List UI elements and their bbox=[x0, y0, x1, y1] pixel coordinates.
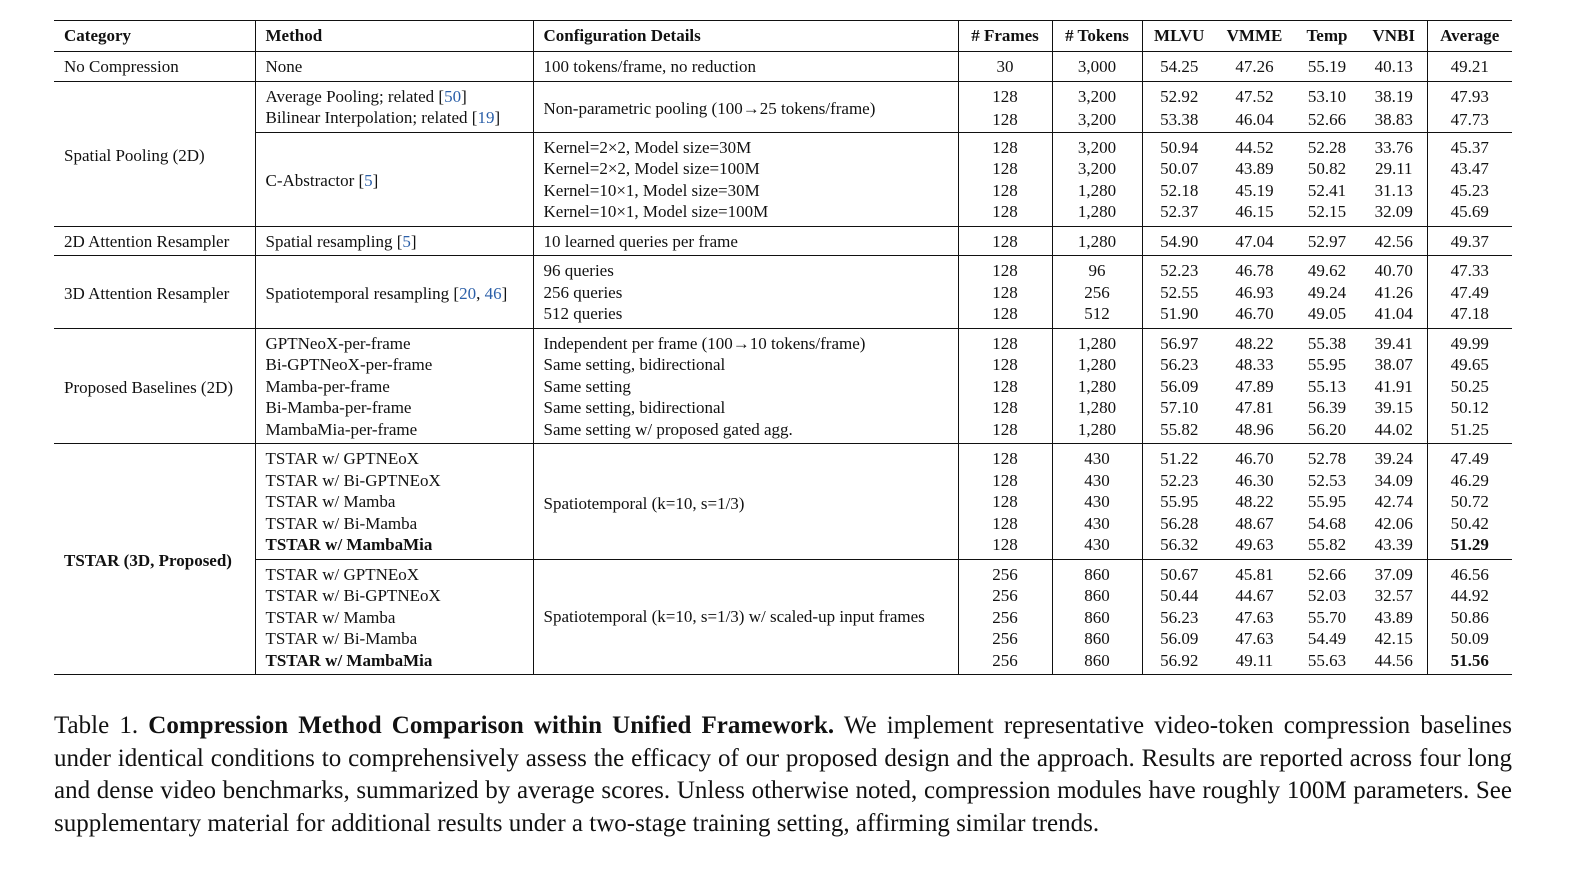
method-text: Spatiotemporal resampling [ bbox=[265, 284, 460, 303]
method-text-end: ] bbox=[494, 108, 501, 127]
vmme-cell: 48.33 bbox=[1235, 355, 1274, 374]
frames-cell: 128 bbox=[958, 158, 1052, 180]
mlvu-cell: 56.28 bbox=[1160, 513, 1199, 533]
group-2d-attention-resampler bbox=[54, 226, 1512, 256]
frames-cell: 128 bbox=[958, 81, 1052, 107]
method-cell: TSTAR w/ GPTNEoX bbox=[255, 444, 533, 470]
config-cell: Same setting, bidirectional bbox=[533, 354, 958, 376]
frames-cell: 128 bbox=[958, 444, 1052, 470]
citation-link[interactable]: 19 bbox=[477, 108, 495, 127]
average-cell: 49.99 bbox=[1450, 333, 1489, 353]
frames-cell: 128 bbox=[958, 107, 1052, 132]
average-cell: 49.65 bbox=[1450, 355, 1489, 374]
mlvu-cell: 56.32 bbox=[1160, 535, 1199, 554]
header-mlvu: MLVU bbox=[1142, 21, 1216, 52]
vnbi-cell: 29.11 bbox=[1361, 158, 1427, 180]
temp-cell: 49.05 bbox=[1307, 304, 1347, 323]
frames-cell: 256 bbox=[958, 559, 1052, 585]
table-row bbox=[54, 132, 1512, 158]
config-cell: 256 queries bbox=[533, 282, 958, 304]
config-cell: Kernel=10×1, Model size=100M bbox=[533, 201, 958, 226]
header-vnbi: VNBI bbox=[1361, 21, 1427, 52]
group-3d-attention-resampler bbox=[54, 256, 1512, 329]
method-cell: MambaMia-per-frame bbox=[255, 419, 533, 444]
frames-cell: 128 bbox=[958, 132, 1052, 158]
vmme-cell: 47.52 bbox=[1235, 86, 1274, 106]
method-text-end: ] bbox=[501, 284, 508, 303]
tokens-cell: 430 bbox=[1052, 491, 1142, 513]
mlvu-cell: 53.38 bbox=[1160, 109, 1199, 129]
vmme-cell: 45.81 bbox=[1216, 559, 1293, 585]
frames-cell: 256 bbox=[958, 585, 1052, 607]
header-method: Method bbox=[255, 21, 533, 52]
mlvu-cell: 52.23 bbox=[1160, 261, 1199, 280]
vnbi-cell: 39.41 bbox=[1361, 328, 1427, 354]
frames-cell: 128 bbox=[958, 491, 1052, 513]
vmme-cell: 44.52 bbox=[1216, 132, 1293, 158]
table-row bbox=[54, 81, 1512, 107]
category-cell: TSTAR (3D, Proposed) bbox=[54, 444, 255, 675]
method-cell: TSTAR w/ MambaMia bbox=[255, 650, 533, 675]
temp-cell: 55.82 bbox=[1307, 535, 1347, 554]
mlvu-cell: 55.82 bbox=[1160, 419, 1199, 439]
average-cell: 47.49 bbox=[1450, 449, 1489, 468]
average-cell: 50.72 bbox=[1450, 492, 1489, 511]
caption-title: Compression Method Comparison within Unified Framework. bbox=[148, 712, 835, 739]
average-cell: 50.25 bbox=[1450, 376, 1489, 396]
method-cell bbox=[255, 81, 533, 107]
temp-cell: 52.41 bbox=[1307, 180, 1347, 200]
config-cell: Same setting w/ proposed gated agg. bbox=[533, 419, 958, 444]
average-cell: 47.93 bbox=[1450, 86, 1489, 106]
vmme-cell: 47.04 bbox=[1235, 231, 1274, 251]
results-table-container bbox=[54, 20, 1512, 675]
tokens-cell: 3,200 bbox=[1052, 132, 1142, 158]
vnbi-cell: 38.19 bbox=[1361, 81, 1427, 107]
group-tstar bbox=[54, 444, 1512, 675]
header-average: Average bbox=[1427, 21, 1512, 52]
average-cell: 45.37 bbox=[1427, 132, 1512, 158]
vmme-cell: 46.04 bbox=[1235, 109, 1274, 129]
method-cell: Bi-Mamba-per-frame bbox=[255, 397, 533, 419]
temp-cell: 55.13 bbox=[1307, 376, 1347, 396]
mlvu-cell: 57.10 bbox=[1160, 398, 1199, 417]
mlvu-cell: 54.25 bbox=[1160, 57, 1199, 76]
method-text-end: ] bbox=[372, 171, 379, 191]
vmme-cell: 48.22 bbox=[1235, 333, 1274, 353]
average-cell: 45.69 bbox=[1450, 202, 1489, 221]
method-cell bbox=[255, 132, 533, 226]
vnbi-cell: 40.13 bbox=[1361, 52, 1427, 82]
average-cell: 51.56 bbox=[1450, 650, 1489, 670]
mlvu-cell: 50.44 bbox=[1160, 586, 1199, 605]
citation-link[interactable]: 5 bbox=[402, 231, 411, 251]
header-category: Category bbox=[54, 21, 255, 52]
frames-cell: 128 bbox=[958, 226, 1052, 256]
frames-cell: 256 bbox=[958, 607, 1052, 629]
vmme-cell: 47.81 bbox=[1235, 398, 1274, 417]
vnbi-cell: 43.39 bbox=[1361, 534, 1427, 559]
vmme-cell: 46.93 bbox=[1235, 282, 1274, 302]
category-cell: 3D Attention Resampler bbox=[54, 256, 255, 329]
method-cell: TSTAR w/ GPTNEoX bbox=[255, 559, 533, 585]
caption-label: Table 1. bbox=[54, 712, 139, 739]
table-row bbox=[54, 376, 1512, 398]
results-table bbox=[54, 20, 1512, 675]
table-row bbox=[54, 444, 1512, 470]
method-text: C-Abstractor [ bbox=[265, 171, 365, 191]
method-cell bbox=[255, 256, 533, 329]
vmme-cell: 49.11 bbox=[1235, 650, 1274, 670]
mlvu-cell: 50.67 bbox=[1142, 559, 1216, 585]
temp-cell: 49.24 bbox=[1307, 282, 1347, 302]
average-cell: 49.21 bbox=[1450, 57, 1489, 76]
group-no-compression bbox=[54, 52, 1512, 82]
method-cell: TSTAR w/ MambaMia bbox=[255, 534, 533, 559]
method-cell: TSTAR w/ Mamba bbox=[255, 491, 533, 513]
average-cell: 44.92 bbox=[1450, 586, 1489, 605]
frames-cell: 128 bbox=[958, 376, 1052, 398]
temp-cell: 52.03 bbox=[1307, 586, 1347, 605]
vnbi-cell: 37.09 bbox=[1361, 559, 1427, 585]
vmme-cell: 47.89 bbox=[1235, 376, 1274, 396]
tokens-cell: 3,200 bbox=[1052, 81, 1142, 107]
config-cell: 96 queries bbox=[533, 256, 958, 282]
tokens-cell: 860 bbox=[1052, 650, 1142, 675]
temp-cell: 52.66 bbox=[1293, 559, 1361, 585]
vmme-cell: 47.63 bbox=[1235, 607, 1274, 627]
vnbi-cell: 41.26 bbox=[1361, 282, 1427, 304]
average-cell: 46.29 bbox=[1450, 470, 1489, 490]
vnbi-cell: 31.13 bbox=[1361, 180, 1427, 202]
average-cell: 45.23 bbox=[1450, 180, 1489, 200]
method-cell: Bi-GPTNeoX-per-frame bbox=[255, 354, 533, 376]
config-cell: Spatiotemporal (k=10, s=1/3) w/ scaled-up input frames bbox=[533, 559, 958, 675]
config-cell: Non-parametric pooling (100→25 tokens/frame) bbox=[533, 81, 958, 132]
average-cell: 51.29 bbox=[1450, 535, 1489, 554]
method-text: Spatial resampling [ bbox=[265, 231, 403, 251]
vnbi-cell: 44.56 bbox=[1361, 650, 1427, 675]
table-row bbox=[54, 256, 1512, 282]
temp-cell: 52.66 bbox=[1307, 109, 1347, 129]
vmme-cell: 46.15 bbox=[1235, 202, 1274, 221]
method-cell bbox=[255, 226, 533, 256]
vnbi-cell: 40.70 bbox=[1361, 256, 1427, 282]
tokens-cell: 860 bbox=[1052, 628, 1142, 650]
mlvu-cell: 50.07 bbox=[1160, 159, 1199, 178]
config-cell: 100 tokens/frame, no reduction bbox=[533, 52, 958, 82]
config-cell: Kernel=10×1, Model size=30M bbox=[533, 180, 958, 202]
citation-separator: , bbox=[476, 284, 485, 303]
temp-cell: 52.97 bbox=[1307, 231, 1347, 251]
tokens-cell: 1,280 bbox=[1052, 328, 1142, 354]
frames-cell: 128 bbox=[958, 180, 1052, 202]
tokens-cell: 430 bbox=[1052, 470, 1142, 492]
config-cell: Independent per frame (100→10 tokens/frame) bbox=[533, 328, 958, 354]
method-cell: TSTAR w/ Bi-Mamba bbox=[255, 628, 533, 650]
vnbi-cell: 43.89 bbox=[1361, 607, 1427, 629]
method-cell: TSTAR w/ Bi-GPTNEoX bbox=[255, 470, 533, 492]
mlvu-cell: 52.18 bbox=[1160, 180, 1199, 200]
category-cell: Proposed Baselines (2D) bbox=[54, 328, 255, 444]
temp-cell: 55.19 bbox=[1307, 57, 1347, 76]
vnbi-cell: 42.06 bbox=[1361, 513, 1427, 535]
citation-link[interactable]: 5 bbox=[364, 171, 373, 191]
table-row bbox=[54, 397, 1512, 419]
average-cell: 49.37 bbox=[1450, 231, 1489, 251]
method-cell: Mamba-per-frame bbox=[255, 376, 533, 398]
mlvu-cell: 52.37 bbox=[1160, 202, 1199, 221]
average-cell: 47.33 bbox=[1450, 261, 1489, 280]
citation-link[interactable]: 20 bbox=[459, 284, 477, 303]
mlvu-cell: 50.94 bbox=[1142, 132, 1216, 158]
frames-cell: 128 bbox=[958, 282, 1052, 304]
mlvu-cell: 56.23 bbox=[1160, 607, 1199, 627]
method-cell bbox=[255, 107, 533, 132]
average-cell: 50.86 bbox=[1450, 607, 1489, 627]
tokens-cell: 1,280 bbox=[1052, 354, 1142, 376]
temp-cell: 56.20 bbox=[1307, 419, 1347, 439]
tokens-cell: 3,000 bbox=[1052, 52, 1142, 82]
mlvu-cell: 52.23 bbox=[1160, 470, 1199, 490]
category-cell: 2D Attention Resampler bbox=[54, 226, 255, 256]
vmme-cell: 46.78 bbox=[1235, 261, 1274, 280]
temp-cell: 52.53 bbox=[1307, 470, 1347, 490]
tokens-cell: 1,280 bbox=[1052, 226, 1142, 256]
tokens-cell: 430 bbox=[1052, 513, 1142, 535]
tokens-cell: 96 bbox=[1052, 256, 1142, 282]
method-cell: TSTAR w/ Bi-GPTNEoX bbox=[255, 585, 533, 607]
temp-cell: 49.62 bbox=[1307, 261, 1347, 280]
method-cell: TSTAR w/ Mamba bbox=[255, 607, 533, 629]
table-row bbox=[54, 52, 1512, 82]
config-cell: Kernel=2×2, Model size=100M bbox=[533, 158, 958, 180]
mlvu-cell: 52.55 bbox=[1160, 282, 1199, 302]
vnbi-cell: 32.09 bbox=[1361, 201, 1427, 226]
citation-link[interactable]: 50 bbox=[444, 86, 462, 106]
tokens-cell: 1,280 bbox=[1052, 397, 1142, 419]
method-text: Bilinear Interpolation; related [ bbox=[265, 108, 478, 127]
config-cell: 10 learned queries per frame bbox=[533, 226, 958, 256]
caption-body: We implement representative video-token compression baselines under identical conditions to comprehensively assess the efficacy of our proposed design and the approach. Results are reported across four long and dense video benchmarks, summarized by average scores. Unless otherwise noted, compression modules have roughly 100M parameters. See supplementary material for additional results under a two-stage training setting, affirming similar trends. bbox=[54, 712, 1512, 837]
frames-cell: 30 bbox=[958, 52, 1052, 82]
vnbi-cell: 39.15 bbox=[1361, 397, 1427, 419]
vnbi-cell: 38.83 bbox=[1361, 107, 1427, 132]
group-spatial-pooling bbox=[54, 81, 1512, 226]
frames-cell: 128 bbox=[958, 470, 1052, 492]
mlvu-cell: 56.23 bbox=[1160, 355, 1199, 374]
table-row bbox=[54, 419, 1512, 444]
vnbi-cell: 34.09 bbox=[1361, 470, 1427, 492]
vmme-cell: 44.67 bbox=[1235, 586, 1274, 605]
header-temp: Temp bbox=[1293, 21, 1361, 52]
temp-cell: 53.10 bbox=[1307, 86, 1347, 106]
method-cell: None bbox=[255, 52, 533, 82]
average-cell: 47.73 bbox=[1450, 109, 1489, 129]
average-cell: 50.09 bbox=[1450, 629, 1489, 648]
average-cell: 50.12 bbox=[1450, 398, 1489, 417]
temp-cell: 56.39 bbox=[1307, 398, 1347, 417]
mlvu-cell: 51.22 bbox=[1160, 449, 1199, 468]
frames-cell: 128 bbox=[958, 419, 1052, 444]
vmme-cell: 47.63 bbox=[1235, 629, 1274, 648]
vnbi-cell: 42.15 bbox=[1361, 628, 1427, 650]
tokens-cell: 860 bbox=[1052, 607, 1142, 629]
vnbi-cell: 41.04 bbox=[1361, 303, 1427, 328]
frames-cell: 128 bbox=[958, 354, 1052, 376]
tokens-cell: 3,200 bbox=[1052, 158, 1142, 180]
tokens-cell: 1,280 bbox=[1052, 201, 1142, 226]
vmme-cell: 45.19 bbox=[1235, 180, 1274, 200]
tokens-cell: 256 bbox=[1052, 282, 1142, 304]
mlvu-cell: 56.97 bbox=[1160, 333, 1199, 353]
header-tokens: # Tokens bbox=[1052, 21, 1142, 52]
frames-cell: 256 bbox=[958, 628, 1052, 650]
temp-cell: 54.49 bbox=[1307, 629, 1347, 648]
tokens-cell: 1,280 bbox=[1052, 376, 1142, 398]
frames-cell: 128 bbox=[958, 534, 1052, 559]
category-cell: Spatial Pooling (2D) bbox=[54, 81, 255, 226]
group-proposed-baselines bbox=[54, 328, 1512, 444]
vnbi-cell: 42.56 bbox=[1361, 226, 1427, 256]
vnbi-cell: 39.24 bbox=[1361, 444, 1427, 470]
frames-cell: 128 bbox=[958, 397, 1052, 419]
temp-cell: 55.95 bbox=[1307, 492, 1347, 511]
tokens-cell: 3,200 bbox=[1052, 107, 1142, 132]
frames-cell: 128 bbox=[958, 256, 1052, 282]
average-cell: 46.56 bbox=[1427, 559, 1512, 585]
table-row bbox=[54, 559, 1512, 585]
table-row bbox=[54, 226, 1512, 256]
mlvu-cell: 55.95 bbox=[1160, 492, 1199, 511]
vnbi-cell: 44.02 bbox=[1361, 419, 1427, 444]
average-cell: 47.18 bbox=[1450, 304, 1489, 323]
mlvu-cell: 56.09 bbox=[1160, 629, 1199, 648]
average-cell: 43.47 bbox=[1450, 159, 1489, 178]
vmme-cell: 48.22 bbox=[1235, 492, 1274, 511]
config-cell: Spatiotemporal (k=10, s=1/3) bbox=[533, 444, 958, 560]
temp-cell: 52.15 bbox=[1307, 202, 1347, 221]
vmme-cell: 43.89 bbox=[1235, 159, 1274, 178]
table-row bbox=[54, 328, 1512, 354]
average-cell: 50.42 bbox=[1450, 513, 1489, 533]
config-cell: 512 queries bbox=[533, 303, 958, 328]
temp-cell: 52.78 bbox=[1307, 449, 1347, 468]
temp-cell: 55.70 bbox=[1307, 607, 1347, 627]
temp-cell: 54.68 bbox=[1307, 513, 1347, 533]
frames-cell: 128 bbox=[958, 201, 1052, 226]
mlvu-cell: 54.90 bbox=[1160, 231, 1199, 251]
temp-cell: 55.95 bbox=[1307, 355, 1347, 374]
temp-cell: 55.38 bbox=[1307, 333, 1347, 353]
average-cell: 47.49 bbox=[1450, 282, 1489, 302]
frames-cell: 256 bbox=[958, 650, 1052, 675]
header-vmme: VMME bbox=[1216, 21, 1293, 52]
table-caption bbox=[54, 710, 1512, 840]
vmme-cell: 47.26 bbox=[1235, 57, 1274, 76]
tokens-cell: 1,280 bbox=[1052, 180, 1142, 202]
citation-link[interactable]: 46 bbox=[484, 284, 502, 303]
vnbi-cell: 42.74 bbox=[1361, 491, 1427, 513]
header-config: Configuration Details bbox=[533, 21, 958, 52]
tokens-cell: 1,280 bbox=[1052, 419, 1142, 444]
average-cell: 51.25 bbox=[1450, 419, 1489, 439]
frames-cell: 128 bbox=[958, 513, 1052, 535]
config-cell: Same setting bbox=[533, 376, 958, 398]
mlvu-cell: 51.90 bbox=[1160, 304, 1199, 323]
table-row bbox=[54, 354, 1512, 376]
vmme-cell: 46.70 bbox=[1235, 449, 1274, 468]
vnbi-cell: 38.07 bbox=[1361, 354, 1427, 376]
method-text: Average Pooling; related [ bbox=[265, 86, 445, 106]
tokens-cell: 430 bbox=[1052, 534, 1142, 559]
mlvu-cell: 52.92 bbox=[1160, 86, 1199, 106]
tokens-cell: 860 bbox=[1052, 559, 1142, 585]
temp-cell: 50.82 bbox=[1307, 159, 1347, 178]
temp-cell: 55.63 bbox=[1307, 650, 1347, 670]
vmme-cell: 48.96 bbox=[1235, 419, 1274, 439]
temp-cell: 52.28 bbox=[1293, 132, 1361, 158]
method-text-end: ] bbox=[410, 231, 417, 251]
config-cell: Kernel=2×2, Model size=30M bbox=[533, 132, 958, 158]
vmme-cell: 46.70 bbox=[1235, 304, 1274, 323]
method-cell: GPTNeoX-per-frame bbox=[255, 328, 533, 354]
vnbi-cell: 41.91 bbox=[1361, 376, 1427, 398]
method-text-end: ] bbox=[461, 86, 467, 106]
frames-cell: 128 bbox=[958, 328, 1052, 354]
frames-cell: 128 bbox=[958, 303, 1052, 328]
vmme-cell: 48.67 bbox=[1235, 513, 1274, 533]
tokens-cell: 430 bbox=[1052, 444, 1142, 470]
vnbi-cell: 33.76 bbox=[1361, 132, 1427, 158]
mlvu-cell: 56.09 bbox=[1160, 376, 1199, 396]
mlvu-cell: 56.92 bbox=[1160, 650, 1199, 670]
category-cell: No Compression bbox=[54, 52, 255, 82]
vmme-cell: 49.63 bbox=[1235, 535, 1274, 554]
vmme-cell: 46.30 bbox=[1235, 470, 1274, 490]
config-cell: Same setting, bidirectional bbox=[533, 397, 958, 419]
tokens-cell: 512 bbox=[1052, 303, 1142, 328]
table-header-row bbox=[54, 21, 1512, 52]
tokens-cell: 860 bbox=[1052, 585, 1142, 607]
method-cell: TSTAR w/ Bi-Mamba bbox=[255, 513, 533, 535]
vnbi-cell: 32.57 bbox=[1361, 585, 1427, 607]
header-frames: # Frames bbox=[958, 21, 1052, 52]
